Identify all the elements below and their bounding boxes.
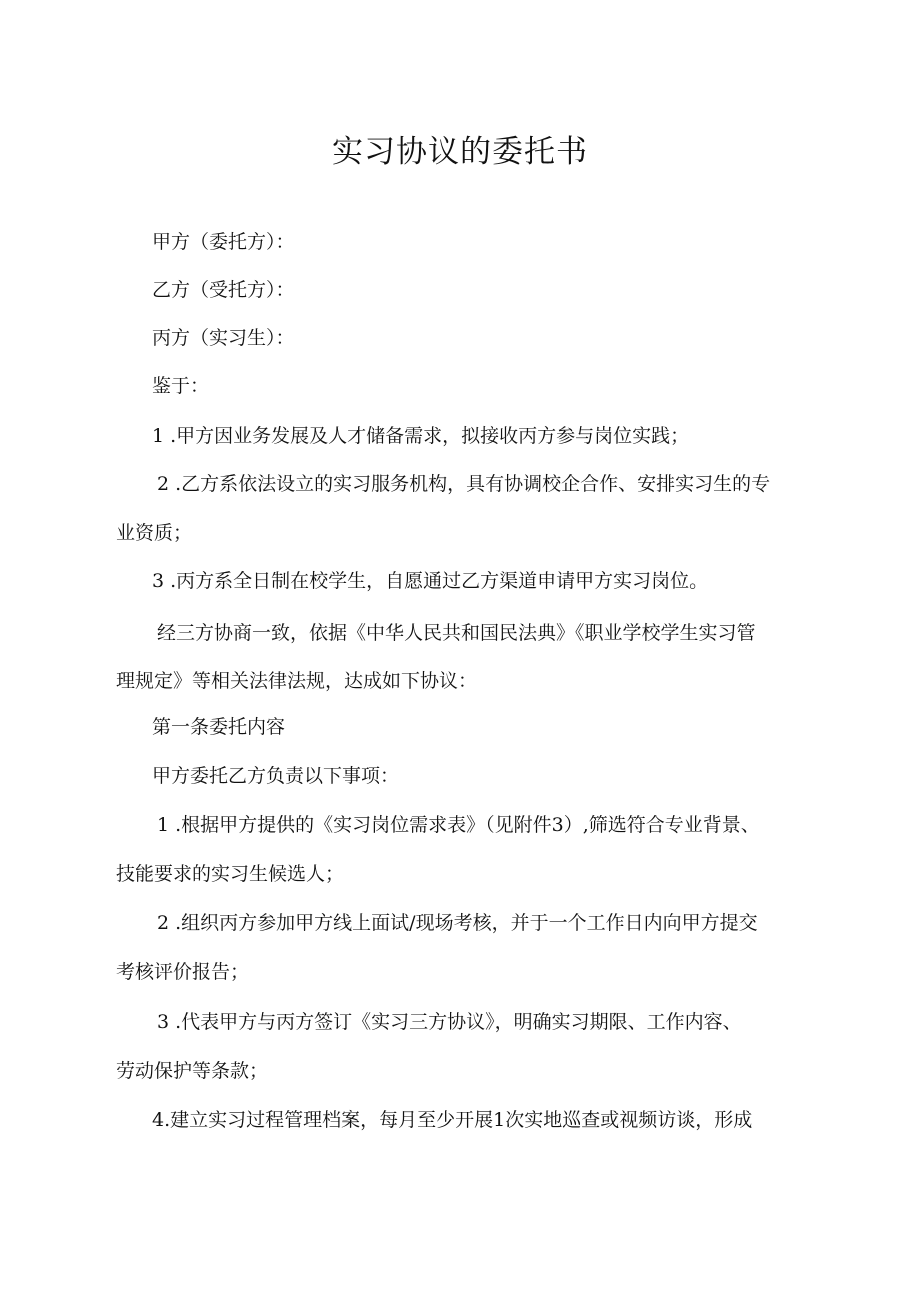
basis-paragraph-cont: 理规定》等相关法律法规，达成如下协议：: [116, 670, 478, 692]
whereas-item-1: 1 .甲方因业务发展及人才储备需求，拟接收丙方参与岗位实践；: [152, 425, 690, 447]
article-1-heading: 第一条委托内容: [152, 716, 286, 738]
article-1-item-1: 1 .根据甲方提供的《实习岗位需求表》（见附件3）,筛选符合专业背景、: [157, 814, 760, 836]
article-1-item-3: 3 .代表甲方与丙方签订《实习三方协议》，明确实习期限、工作内容、: [157, 1011, 742, 1033]
article-1-item-1-cont: 技能要求的实习生候选人；: [116, 863, 345, 885]
article-1-item-3-cont: 劳动保护等条款；: [116, 1060, 269, 1082]
article-1-item-4: 4.建立实习过程管理档案，每月至少开展1次实地巡查或视频访谈，形成: [152, 1109, 753, 1131]
article-1-item-2: 2 .组织丙方参加甲方线上面试/现场考核，并于一个工作日内向甲方提交: [157, 912, 758, 934]
whereas-heading: 鉴于：: [152, 375, 210, 397]
party-b-line: 乙方（受托方）：: [152, 279, 295, 301]
whereas-item-3: 3 .丙方系全日制在校学生，自愿通过乙方渠道申请甲方实习岗位。: [152, 570, 709, 592]
article-1-intro: 甲方委托乙方负责以下事项：: [152, 765, 400, 787]
article-1-item-2-cont: 考核评价报告；: [116, 961, 250, 983]
basis-paragraph: 经三方协商一致，依据《中华人民共和国民法典》《职业学校学生实习管: [157, 622, 756, 644]
party-c-line: 丙方（实习生）：: [152, 327, 295, 349]
whereas-item-2-cont: 业资质；: [116, 522, 193, 544]
document-title: 实习协议的委托书: [332, 134, 588, 170]
whereas-item-2: 2 .乙方系依法设立的实习服务机构，具有协调校企合作、安排实习生的专: [157, 473, 771, 495]
party-a-line: 甲方（委托方）：: [152, 231, 295, 253]
